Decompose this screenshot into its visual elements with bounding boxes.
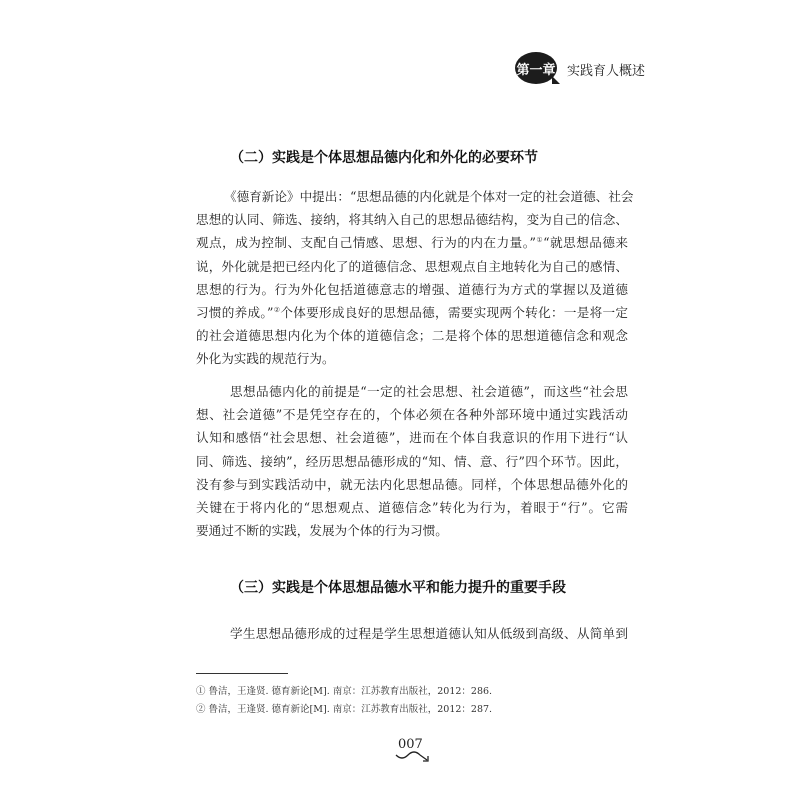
paragraph-line: 同、筛选、接纳”，经历思想品德形成的“知、情、意、行”四个环节。因此， bbox=[196, 453, 628, 469]
footnote-2: ② 鲁洁，王逢贤. 德育新论[M]. 南京：江苏教育出版社，2012：287. bbox=[196, 704, 493, 715]
page-number-wave-icon bbox=[394, 750, 434, 764]
footnote-divider bbox=[196, 673, 288, 674]
paragraph-line: 思想的认同、筛选、接纳，将其纳入自己的思想品德结构，变为自己的信念、 bbox=[196, 212, 628, 228]
paragraph-line: 思想品德内化的前提是“一定的社会思想、社会道德”，而这些“社会思 bbox=[230, 384, 628, 399]
running-header bbox=[515, 52, 715, 86]
line-text: 个体要形成良好的思想品德，需要实现两个转化：一是将一定 bbox=[280, 304, 629, 320]
footnote-1: ① 鲁洁，王逢贤. 德育新论[M]. 南京：江苏教育出版社，2012：286. bbox=[196, 686, 493, 697]
line-text: “就思想品德来 bbox=[543, 235, 629, 251]
paragraph-line: 关键在于将内化的“思想观点、道德信念”转化为行为，着眼于“行”。它需 bbox=[196, 499, 628, 515]
paragraph-line: 《德育新论》中提出：“思想品德的内化就是个体对一定的社会道德、社会 bbox=[224, 189, 634, 204]
chapter-badge: 第一章 bbox=[515, 52, 557, 84]
paragraph-line: 说，外化就是把已经内化了的道德信念、思想观点自主地转化为自己的感情、 bbox=[196, 258, 628, 274]
paragraph-line: 没有参与到实践活动中，就无法内化思想品德。同样，个体思想品德外化的 bbox=[196, 476, 628, 492]
section-heading-3: （三）实践是个体思想品德水平和能力提升的重要手段 bbox=[230, 580, 566, 596]
paragraph-line bbox=[196, 301, 628, 324]
line-text: 观点，成为控制、支配自己情感、思想、行为的内在力量。” bbox=[196, 235, 536, 251]
footnote-ref-2: ② bbox=[273, 305, 281, 314]
paragraph-line: 思想的行为。行为外化包括道德意志的增强、道德行为方式的掌握以及道德 bbox=[196, 281, 628, 297]
paragraph-line: 要通过不断的实践，发展为个体的行为习惯。 bbox=[196, 523, 448, 539]
chapter-title: 实践育人概述 bbox=[567, 64, 646, 79]
section2-paragraph-2 bbox=[196, 380, 628, 542]
paragraph-line bbox=[196, 231, 628, 254]
page-number: 007 bbox=[398, 737, 423, 752]
paragraph-line: 的社会道德思想内化为个体的道德信念；二是将个体的思想道德信念和观念 bbox=[196, 328, 628, 344]
paragraph-line: 学生思想品德形成的过程是学生思想道德认知从低级到高级、从简单到 bbox=[230, 626, 628, 641]
section3-paragraph-1 bbox=[196, 622, 628, 645]
footnote-ref-1: ① bbox=[535, 236, 544, 245]
paragraph-line: 想、社会道德”不是凭空存在的，个体必须在各种外部环境中通过实践活动 bbox=[196, 407, 628, 423]
section2-paragraph-1 bbox=[196, 185, 634, 371]
line-text: 习惯的养成。” bbox=[196, 304, 274, 320]
paragraph-line: 外化为实践的规范行为。 bbox=[196, 351, 335, 367]
paragraph-line: 认知和感悟“社会思想、社会道德”，进而在个体自我意识的作用下进行“认 bbox=[196, 430, 628, 446]
section-heading-2: （二）实践是个体思想品德内化和外化的必要环节 bbox=[230, 150, 538, 166]
